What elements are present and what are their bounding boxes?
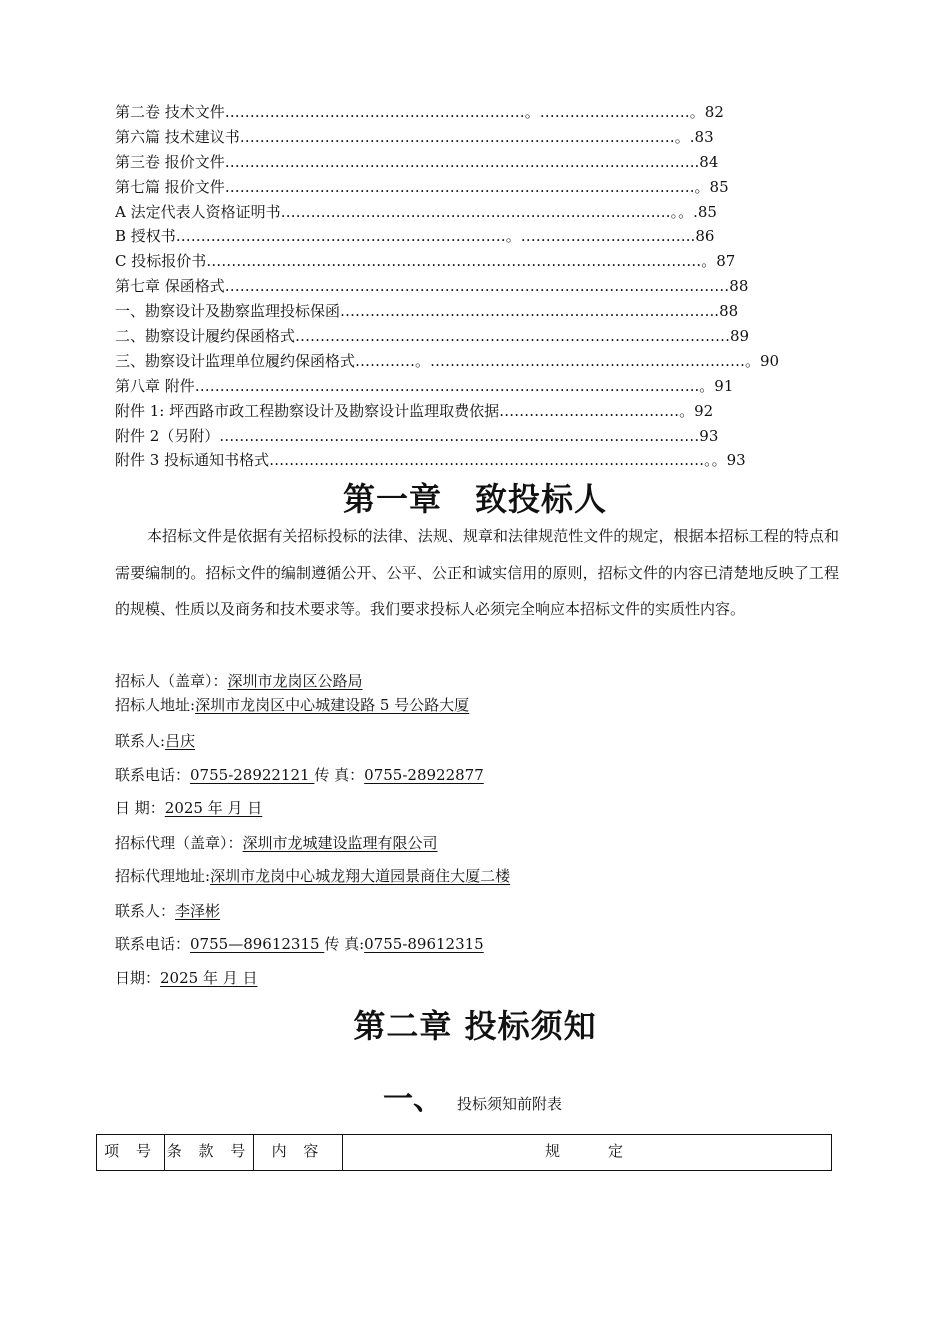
toc-entry[interactable]: 第八章 附件………………………………………………………………………………………..。91: [115, 376, 734, 395]
contact2-label: 联系人：: [115, 902, 176, 920]
phone1-value: 0755-28922121: [190, 766, 315, 784]
toc-entry[interactable]: 第二卷 技术文件……………………………………………………。…………………………。82: [115, 103, 724, 121]
contact1-line: [115, 730, 195, 751]
date2-label: 日期：: [115, 969, 161, 987]
toc-entry[interactable]: 第七篇 报价文件………………………………………………………………………………….。85: [115, 177, 729, 196]
toc-entry[interactable]: A 法定代表人资格证明书……………………………………………………………………。。.85: [115, 202, 717, 221]
tenderer-address-line: [115, 694, 469, 715]
table-header-cell: 项 号: [97, 1135, 165, 1171]
agent-value: 深圳市龙城建设监理有限公司: [242, 834, 438, 852]
tenderer-address-value: 深圳市龙岗区中心城建设路 5 号公路大厦: [195, 696, 470, 714]
fax1-label: 传 真：: [314, 766, 365, 784]
toc-entry[interactable]: 二、勘察设计履约保函格式……………………………………………………………………………89: [115, 327, 750, 346]
tenderer-address-label: 招标人地址:: [115, 696, 196, 714]
chapter1-title: 第一章 致投标人: [342, 480, 607, 518]
agent-address-line: [115, 865, 510, 886]
phone1-label: 联系电话：: [115, 766, 191, 784]
toc-entry[interactable]: 附件 2（另附）……………………………………………………………………………………93: [115, 426, 719, 445]
toc-entry[interactable]: 第三卷 报价文件…………………………………………………………………………………..84: [115, 152, 719, 171]
contact2-line: [115, 900, 220, 921]
contact2-value: 李泽彬: [175, 902, 221, 920]
agent-address-label: 招标代理地址:: [115, 867, 211, 885]
section-heading: [383, 1074, 562, 1118]
date1-label: 日 期：: [115, 799, 165, 817]
table-header-cell: 规 定: [343, 1135, 832, 1171]
bid-notice-table: [96, 1134, 832, 1171]
phone1-line: [115, 764, 484, 785]
agent-address-value: 深圳市龙岗中心城龙翔大道园景商住大厦二楼: [210, 867, 511, 885]
section-number: 一、: [383, 1082, 443, 1117]
date2-value: 2025 年 月 日: [160, 969, 258, 987]
fax2-label: 传 真:: [324, 935, 365, 953]
phone2-label: 联系电话：: [115, 935, 191, 953]
fax1-value: 0755-28922877: [364, 766, 484, 784]
phone2-line: [115, 933, 484, 954]
date2-line: [115, 967, 258, 988]
agent-label: 招标代理（盖章）：: [115, 834, 243, 852]
toc-entry[interactable]: 第七章 保函格式………………………………………………………………..………………………88: [115, 277, 749, 296]
toc-entry[interactable]: 三、勘察设计监理单位履约保函格式…………。………………………………………………………。90: [115, 351, 780, 370]
agent-line: [115, 832, 438, 853]
section-title: 投标须知前附表: [457, 1095, 563, 1113]
phone2-value: 0755—89612315: [190, 935, 325, 953]
table-header-cell: 条 款 号: [165, 1135, 254, 1171]
table-header-cell: 内 容: [254, 1135, 343, 1171]
toc-entry[interactable]: 一、勘察设计及勘察监理投标保函……………………………………..…………………………..88: [115, 302, 739, 321]
date1-line: [115, 797, 262, 818]
contact1-value: 吕庆: [165, 732, 196, 750]
date1-value: 2025 年 月 日: [164, 799, 263, 817]
chapter1-intro: 本招标文件是依据有关招标投标的法律、法规、规章和法律规范性文件的规定，根据本招标工程的特点和需要编制的。招标文件的编制遵循公开、公平、公正和诚实信用的原则，招标文件的内容已清楚地反映了工程的规模、性质以及商务和技术要求等。我们要求投标人必须完全响应本招标文件的实质性内容。: [115, 527, 839, 618]
toc-entry[interactable]: C 投标报价书………………………………………………………………………………………。87: [115, 252, 736, 271]
toc-entry[interactable]: 附件 1: 坪西路市政工程勘察设计及勘察设计监理取费依据………………………………。92: [115, 401, 714, 420]
fax2-value: 0755-89612315: [364, 935, 484, 953]
tenderer-value: 深圳市龙岗区公路局: [227, 672, 363, 690]
contact1-label: 联系人:: [115, 732, 166, 750]
toc-entry[interactable]: 附件 3 投标通知书格式……………………………………………………………………………。。93: [115, 451, 746, 470]
toc-entry[interactable]: 第六篇 技术建议书……………………………………………………………………………。.83: [115, 127, 714, 146]
chapter2-title: 第二章 投标须知: [353, 1007, 597, 1045]
table-of-contents: [115, 100, 815, 473]
toc-entry[interactable]: B 授权书…………………………………………………………。……………………………..86: [115, 227, 715, 246]
tenderer-line: [115, 670, 363, 691]
tenderer-label: 招标人（盖章）：: [115, 672, 228, 690]
table-header-row: [97, 1135, 832, 1171]
